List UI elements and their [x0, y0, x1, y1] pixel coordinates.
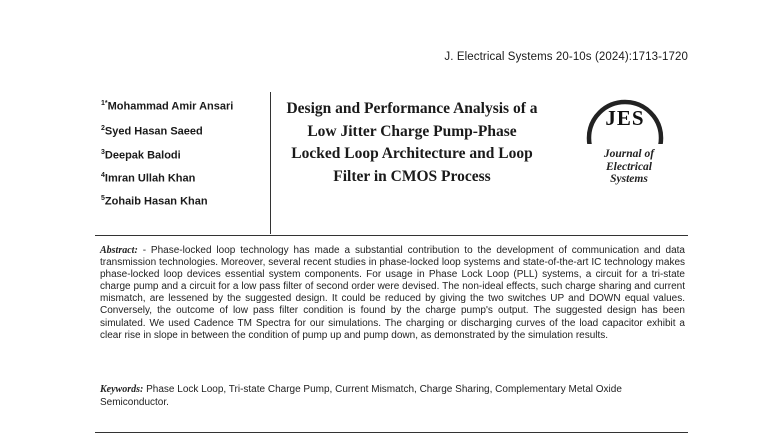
author-4	[101, 172, 195, 185]
keywords	[100, 384, 685, 409]
logo-text	[589, 148, 669, 186]
header-block	[95, 92, 688, 234]
author-2-affiliation: 2	[101, 125, 105, 132]
abstract-text: - Phase-locked loop technology has made a substantial contribution to the development of communication and data transmission technologies. Moreover, several recent studies in phase-locked loop systems and state-of-the-art IC technology makes phase-locked loop devices essential system components. For usage in Phase Lock Loop (PLL) systems, a circuit for a tri-state charge pump and a circuit for a low pass filter of second order were devised. The non-ideal effects, such charge sharing and current mismatch, are lessened by the suggested design. It could be reduced by giving the two switches UP and DOWN equal values. Conversely, the outcome of low pass filter condition is found by the charge pump's output. The suggested design has been simulated. We used Cadence TM Spectra for our simulations. The charging or discharging curves of the load capacitor exhibit a clear rise in slope in between the condition of pump up and pump down, as demonstrated by the simulation results.	[100, 245, 685, 341]
author-5-name: Zohaib Hasan Khan	[104, 195, 208, 208]
paper-title: Design and Performance Analysis of a Low Jitter Charge Pump-Phase Locked Loop Architecture and Loop Filter in CMOS Process	[286, 100, 538, 185]
author-2	[101, 125, 203, 138]
logo-line-1: Journal of	[603, 148, 655, 160]
author-4-affiliation: 4	[101, 172, 105, 179]
abstract	[100, 245, 685, 342]
bottom-divider	[95, 432, 688, 433]
top-divider	[95, 235, 688, 236]
author-3-name: Deepak Balodi	[104, 149, 181, 162]
author-1	[101, 100, 233, 113]
author-2-name: Syed Hasan Saeed	[104, 125, 203, 138]
abstract-label: Abstract:	[100, 245, 138, 256]
author-4-name: Imran Ullah Khan	[104, 172, 196, 185]
author-5-affiliation: 5	[101, 195, 105, 202]
journal-logo	[581, 96, 691, 216]
author-list	[95, 92, 271, 234]
keywords-label: Keywords:	[100, 384, 144, 395]
keywords-text: Phase Lock Loop, Tri-state Charge Pump, Current Mismatch, Charge Sharing, Complementary Metal Oxide Semiconductor.	[100, 384, 622, 408]
author-3	[101, 149, 181, 162]
logo-line-2: Electrical	[606, 160, 652, 173]
logo-mark: JES	[605, 106, 645, 130]
author-1-affiliation: 1*	[101, 100, 108, 107]
author-1-name: Mohammad Amir Ansari	[107, 100, 234, 113]
journal-reference: J. Electrical Systems 20-10s (2024):1713-1720	[444, 51, 688, 63]
author-3-affiliation: 3	[101, 149, 105, 156]
author-5	[101, 195, 208, 208]
logo-line-3: Systems	[610, 173, 648, 185]
